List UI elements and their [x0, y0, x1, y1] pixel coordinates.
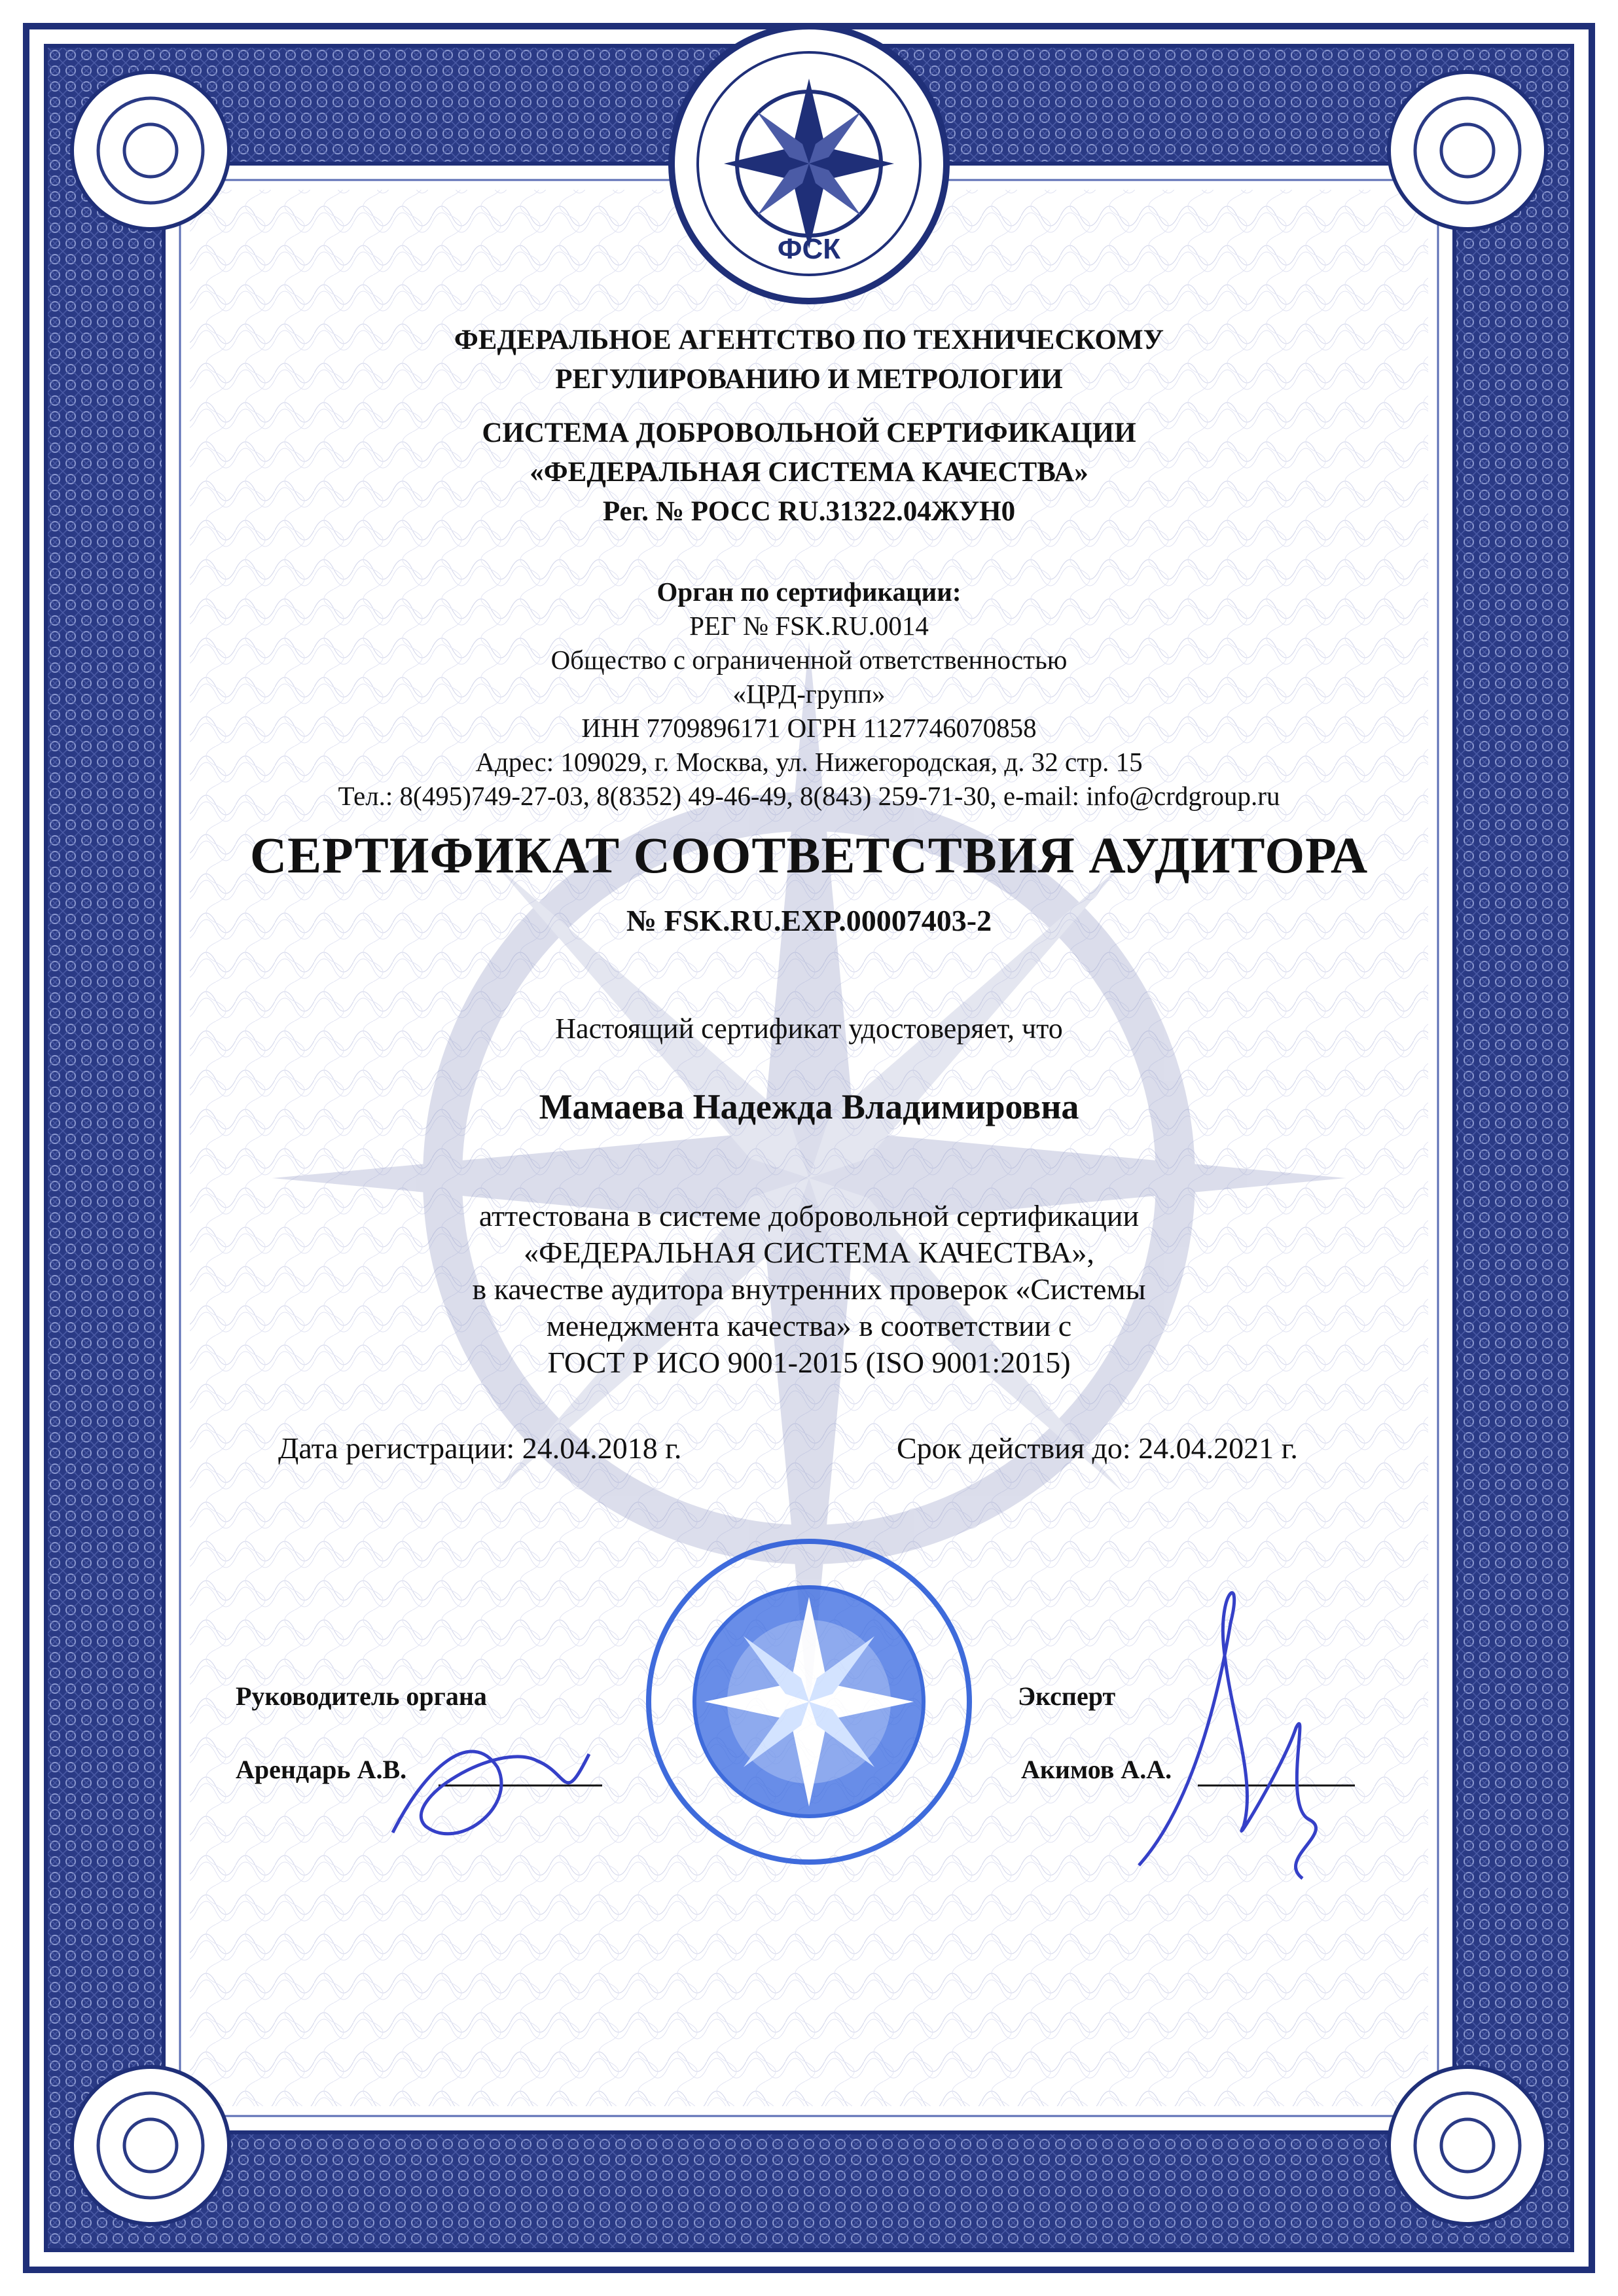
system-heading: [0, 414, 1618, 531]
body-org-line-2: «ЦРД-групп»: [732, 679, 886, 709]
agency-line-2: РЕГУЛИРОВАНИЮ И МЕТРОЛОГИИ: [555, 364, 1063, 395]
certificate-intro: Настоящий сертификат удостоверяет, что: [555, 1013, 1063, 1045]
system-reg: Рег. № РОСС RU.31322.04ЖУН0: [602, 496, 1016, 527]
agency-heading: [0, 321, 1618, 399]
attestation-line-4: менеджмента качества» в соответствии с: [546, 1309, 1072, 1342]
expert-label: Эксперт: [1018, 1681, 1116, 1711]
attestation-line-2: «ФЕДЕРАЛЬНАЯ СИСТЕМА КАЧЕСТВА»,: [524, 1236, 1094, 1269]
body-inn: ИНН 7709896171 ОГРН 1127746070858: [581, 713, 1037, 743]
certification-body: [0, 575, 1618, 813]
attestation-line-1: аттестована в системе добровольной сертификации: [478, 1199, 1140, 1232]
certificate-title: СЕРТИФИКАТ СООТВЕТСТВИЯ АУДИТОРА: [249, 827, 1369, 884]
system-line-1: СИСТЕМА ДОБРОВОЛЬНОЙ СЕРТИФИКАЦИИ: [482, 418, 1136, 448]
attestation-line-3: в качестве аудитора внутренних проверок «Системы: [472, 1272, 1146, 1306]
registration-date: Дата регистрации: 24.04.2018 г.: [278, 1431, 682, 1465]
agency-line-1: ФЕДЕРАЛЬНОЕ АГЕНТСТВО ПО ТЕХНИЧЕСКОМУ: [454, 325, 1164, 355]
certificate-holder: Мамаева Надежда Владимировна: [539, 1087, 1079, 1126]
body-label: Орган по сертификации:: [656, 577, 962, 607]
certificate-number: № FSK.RU.EXP.00007403-2: [626, 904, 992, 937]
attestation-text: [0, 1198, 1618, 1381]
organization-stamp: [649, 1541, 969, 1862]
body-contacts: Тел.: 8(495)749-27-03, 8(8352) 49-46-49, 8(843) 259-71-30, e-mail: info@crdgroup.ru: [338, 781, 1280, 811]
head-label: Руководитель органа: [236, 1681, 487, 1711]
body-address: Адрес: 109029, г. Москва, ул. Нижегородская, д. 32 стр. 15: [475, 747, 1143, 777]
system-line-2: «ФЕДЕРАЛЬНАЯ СИСТЕМА КАЧЕСТВА»: [530, 457, 1088, 488]
head-name: Арендарь А.В.: [236, 1755, 407, 1784]
logo-abbr: ФСК: [777, 233, 841, 265]
body-reg: РЕГ № FSK.RU.0014: [689, 611, 929, 641]
body-org-line-1: Общество с ограниченной ответственностью: [550, 645, 1068, 675]
attestation-line-5: ГОСТ Р ИСО 9001-2015 (ISO 9001:2015): [547, 1346, 1071, 1379]
expert-name: Акимов А.А.: [1021, 1755, 1172, 1784]
valid-until-date: Срок действия до: 24.04.2021 г.: [897, 1431, 1298, 1465]
